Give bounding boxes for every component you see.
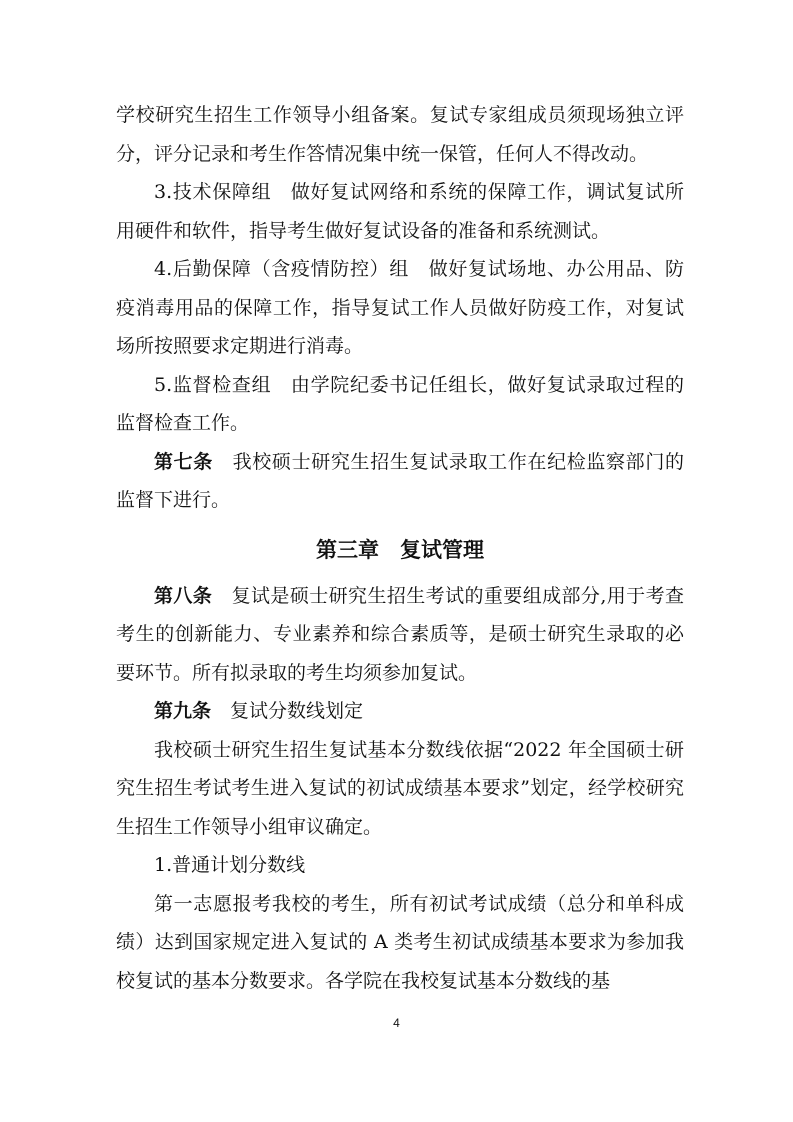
chapter-heading: 第三章 复试管理 xyxy=(316,537,484,562)
article-8 xyxy=(116,577,684,693)
paragraph-1 xyxy=(116,96,684,173)
page-body xyxy=(116,96,684,1000)
paragraph-subheading xyxy=(116,846,684,885)
paragraph-2 xyxy=(116,173,684,250)
paragraph-requirements xyxy=(116,885,684,1001)
article-9 xyxy=(116,692,684,731)
paragraph-basis xyxy=(116,731,684,847)
paragraph-4 xyxy=(116,366,684,443)
paragraph-3 xyxy=(116,250,684,366)
article-number: 第七条 xyxy=(154,450,213,473)
paragraph-text: 3.技术保障组 做好复试网络和系统的保障工作，调试复试所用硬件和软件，指导考生做好复试设备的准备和系统测试。 xyxy=(116,181,684,242)
page-number: 4 xyxy=(393,1016,400,1030)
paragraph-text: 学校研究生招生工作领导小组备案。复试专家组成员须现场独立评分，评分记录和考生作答情况集中统一保管，任何人不得改动。 xyxy=(116,104,684,165)
article-7 xyxy=(116,443,684,520)
article-number: 第九条 xyxy=(154,700,212,722)
paragraph-text: 第一志愿报考我校的考生，所有初试考试成绩（总分和单科成绩）达到国家规定进入复试的 A 类考生初试成绩基本要求为参加我校复试的基本分数要求。各学院在我校复试基本分数线的基 xyxy=(116,892,684,992)
paragraph-text: 1.普通计划分数线 xyxy=(154,854,306,876)
paragraph-text: 我校硕士研究生招生复试基本分数线依据“2022 年全国硕士研究生招生考试考生进入复试的初试成绩基本要求”划定，经学校研究生招生工作领导小组审议确定。 xyxy=(116,738,684,838)
paragraph-text: 复试是硕士研究生招生考试的重要组成部分,用于考查考生的创新能力、专业素养和综合素质等，是硕士研究生录取的必要环节。所有拟录取的考生均须参加复试。 xyxy=(116,584,684,684)
paragraph-text: 4.后勤保障（含疫情防控）组 做好复试场地、办公用品、防疫消毒用品的保障工作，指导复试工作人员做好防疫工作，对复试场所按照要求定期进行消毒。 xyxy=(116,258,684,357)
paragraph-text: 我校硕士研究生招生复试录取工作在纪检监察部门的监督下进行。 xyxy=(116,450,684,511)
article-number: 第八条 xyxy=(154,584,213,607)
paragraph-text: 5.监督检查组 由学院纪委书记任组长，做好复试录取过程的监督检查工作。 xyxy=(116,373,684,434)
paragraph-text: 复试分数线划定 xyxy=(230,700,364,722)
